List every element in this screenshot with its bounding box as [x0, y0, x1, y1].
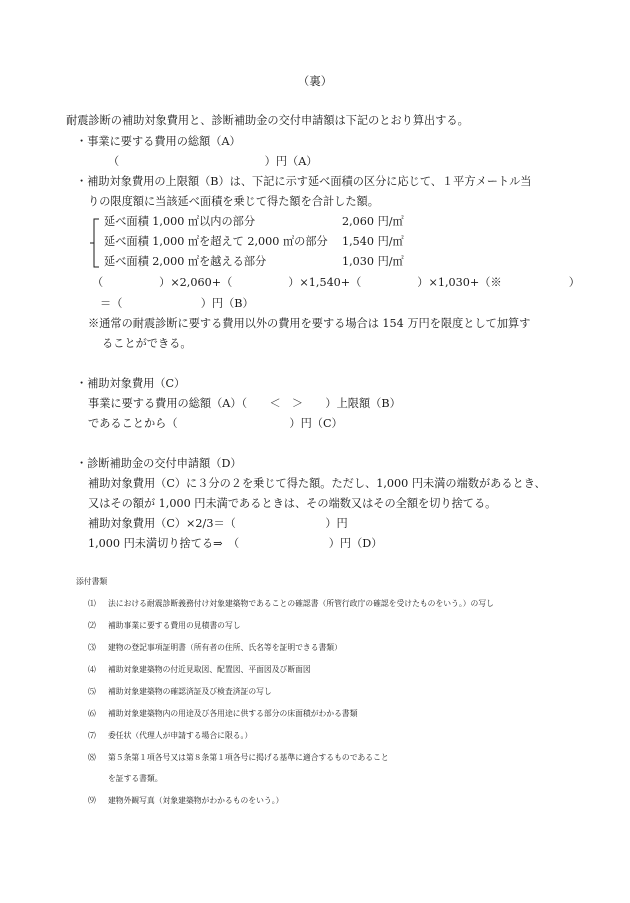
total-heading: ・事業に要する費用の総額（A） — [76, 135, 241, 148]
attachment-number: ⑸ — [88, 687, 96, 696]
tier-label: 延べ面積 2,000 ㎡を越える部分 — [104, 255, 267, 268]
attachment-number: ⑴ — [88, 599, 96, 608]
tier-price: 2,060 円/㎡ — [342, 215, 404, 228]
attachment-number: ⑺ — [88, 731, 96, 740]
page-title: （裏） — [297, 74, 333, 88]
attachment-number: ⑵ — [88, 621, 96, 630]
limit-heading: ・補助対象費用の上限額（B）は、下記に示す延べ面積の区分に応じて、１平方メートル当 — [76, 175, 532, 188]
attachment-number: ⑻ — [88, 753, 96, 762]
attachment-item: 建物外観写真（対象建築物がわかるものをいう。） — [108, 796, 284, 805]
attachment-item: 補助対象建築物の付近見取図、配置図、平面図及び断面図 — [108, 665, 311, 674]
application-desc: 又はその額が 1,000 円未満であるときは、その端数又はその全額を切り捨てる。 — [88, 497, 497, 510]
subsidy-line: 事業に要する費用の総額（A）（ ＜ ＞ ）上限額（B） — [88, 397, 401, 410]
note-text-cont: ることができる。 — [102, 337, 192, 350]
tier-price: 1,540 円/㎡ — [342, 235, 404, 248]
note-text: ※通常の耐震診断に要する費用以外の費用を要する場合は 154 万円を限度として加算す — [88, 317, 531, 330]
tier-label: 延べ面積 1,000 ㎡を超えて 2,000 ㎡の部分 — [104, 235, 328, 248]
attachment-item: 補助事業に要する費用の見積書の写し — [108, 621, 241, 630]
application-desc: 補助対象費用（C）に３分の２を乗じて得た額。ただし、1,000 円未満の端数があるとき、 — [88, 477, 546, 490]
attachments-heading: 添付書類 — [76, 577, 108, 586]
attachment-item-cont: を証する書類。 — [108, 774, 163, 783]
attachment-item: 補助対象建築物内の用途及び各用途に供する部分の床面積がわかる書類 — [108, 709, 358, 718]
tier-price: 1,030 円/㎡ — [342, 255, 404, 268]
application-calc: 1,000 円未満切り捨てる⇒ （ ）円（D） — [88, 537, 383, 550]
formula-line: （ ）×2,060+（ ）×1,540+（ ）×1,030+（※ ） — [92, 276, 580, 289]
attachment-item: 法における耐震診断義務付け対象建築物であることの確認書（所管行政庁の確認を受けたものをいう。）の写し — [108, 599, 494, 608]
attachment-number: ⑶ — [88, 643, 96, 652]
intro-text: 耐震診断の補助対象費用と、診断補助金の交付申請額は下記のとおり算出する。 — [66, 114, 469, 127]
attachment-item: 第５条第１項各号又は第８条第１項各号に掲げる基準に適合するものであること — [108, 753, 389, 762]
attachment-item: 委任状（代理人が申請する場合に限る。） — [108, 731, 253, 740]
total-line: （ ）円（A） — [108, 155, 318, 168]
formula-result: ＝（ ）円（B） — [100, 297, 254, 310]
brace-bracket-icon — [90, 218, 100, 268]
application-heading: ・診断補助金の交付申請額（D） — [76, 457, 242, 470]
subsidy-line: であることから（ ）円（C） — [88, 417, 343, 430]
attachment-number: ⑼ — [88, 796, 96, 805]
tier-label: 延べ面積 1,000 ㎡以内の部分 — [104, 215, 256, 228]
application-calc: 補助対象費用（C）×2/3＝（ ）円 — [88, 517, 348, 530]
attachment-number: ⑹ — [88, 709, 96, 718]
limit-heading-cont: りの限度額に当該延べ面積を乗じて得た額を合計した額。 — [88, 195, 379, 208]
subsidy-heading: ・補助対象費用（C） — [76, 377, 186, 390]
attachment-item: 補助対象建築物の確認済証及び検査済証の写し — [108, 687, 272, 696]
attachment-item: 建物の登記事項証明書（所有者の住所、氏名等を証明できる書類） — [108, 643, 342, 652]
attachment-number: ⑷ — [88, 665, 96, 674]
